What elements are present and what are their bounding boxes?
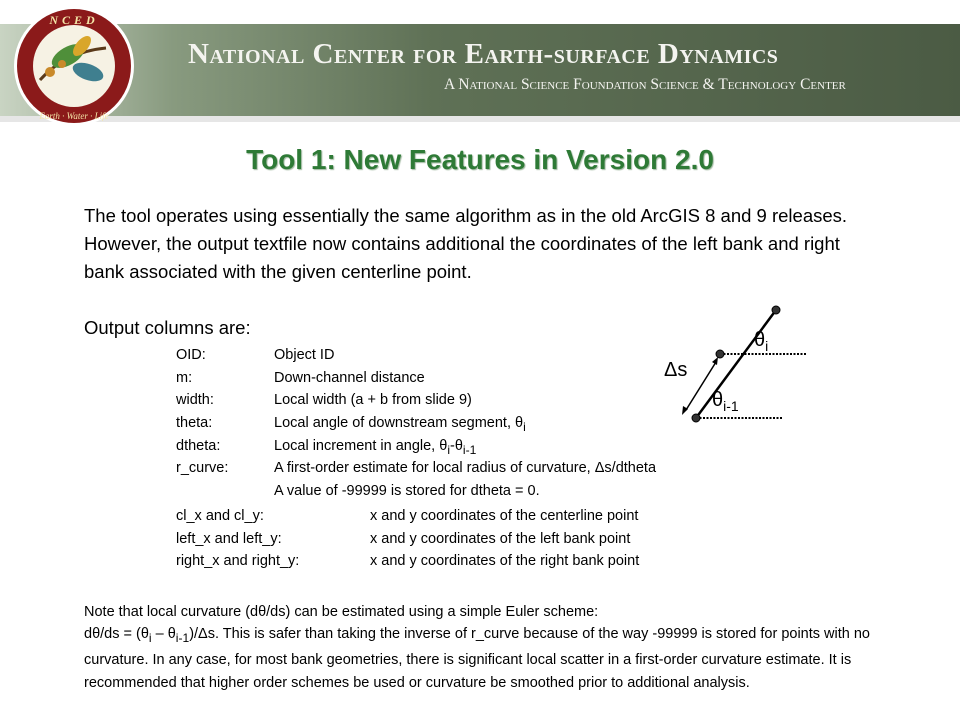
column-key bbox=[176, 483, 274, 506]
coordinate-columns-table bbox=[176, 508, 639, 576]
column-desc-mid: -θ bbox=[450, 437, 463, 454]
intro-text bbox=[84, 202, 884, 286]
subscript: i bbox=[523, 419, 526, 434]
column-desc-text: Local increment in angle, θ bbox=[274, 437, 448, 454]
columns-table bbox=[176, 347, 656, 506]
column-key: m: bbox=[176, 369, 193, 386]
subscript: i bbox=[148, 631, 152, 646]
column-desc: A value of -99999 is stored for dtheta = 0. bbox=[274, 483, 540, 500]
column-desc: x and y coordinates of the right bank point bbox=[370, 553, 640, 570]
subscript: i bbox=[447, 442, 450, 457]
table-row bbox=[176, 438, 656, 461]
org-subtitle: A National Science Foundation Science & Technology Center bbox=[444, 76, 846, 93]
note-equation bbox=[84, 623, 914, 694]
column-desc: A first-order estimate for local radius of curvature, Δs/dtheta bbox=[274, 460, 657, 477]
table-row bbox=[176, 460, 656, 483]
header-divider bbox=[0, 116, 960, 122]
table-row bbox=[176, 347, 656, 370]
column-desc: x and y coordinates of the centerline point bbox=[370, 508, 639, 524]
logo-top-text: NCED bbox=[49, 13, 99, 27]
centerline-point bbox=[772, 306, 780, 314]
logo-bottom-text: Earth · Water · Life bbox=[39, 111, 109, 121]
nced-logo bbox=[10, 2, 138, 130]
column-key: left_x and left_y: bbox=[176, 530, 282, 547]
column-desc bbox=[274, 438, 656, 461]
subscript: i-1 bbox=[175, 631, 190, 646]
delta-s-label: Δs bbox=[664, 359, 688, 381]
arrowhead-icon bbox=[712, 357, 718, 365]
theta-i-1-label: $\theta_{i-1}$ bbox=[712, 389, 739, 414]
curvature-note bbox=[84, 601, 914, 694]
table-row bbox=[176, 370, 656, 393]
column-key: OID: bbox=[176, 347, 206, 363]
centerline-point bbox=[692, 414, 700, 422]
slide-title: Tool 1: New Features in Version 2.0 bbox=[246, 144, 714, 175]
table-row bbox=[176, 553, 639, 576]
column-desc: Local width (a + b from slide 9) bbox=[274, 392, 472, 409]
column-key: width: bbox=[176, 392, 214, 409]
table-row bbox=[176, 415, 656, 438]
column-desc: x and y coordinates of the left bank point bbox=[370, 530, 631, 547]
table-row bbox=[176, 483, 656, 506]
column-key: theta: bbox=[176, 415, 213, 432]
note-eq-part: – θ bbox=[151, 626, 176, 643]
output-columns-heading: Output columns are: bbox=[84, 317, 251, 338]
subscript: i-1 bbox=[462, 442, 477, 457]
table-row bbox=[176, 508, 639, 531]
column-desc-text: Local angle of downstream segment, θ bbox=[274, 415, 524, 432]
note-eq-part: dθ/ds = (θ bbox=[84, 626, 149, 643]
column-desc bbox=[274, 415, 656, 438]
table-row bbox=[176, 531, 639, 554]
column-key: r_curve: bbox=[176, 460, 229, 477]
column-key: cl_x and cl_y: bbox=[176, 508, 264, 524]
column-key: dtheta: bbox=[176, 437, 221, 454]
column-desc: Object ID bbox=[274, 347, 335, 363]
org-name: National Center for Earth-surface Dynamics bbox=[188, 38, 779, 70]
intro-paragraph: The tool operates using essentially the same algorithm as in the old ArcGIS 8 and 9 releases. However, the output textfile now contains additional the coordinates of the left bank and right bank associated with the given centerline point. bbox=[84, 205, 848, 282]
note-eq-part: )/Δs. This is safer than taking the inverse of r_curve because of the way -99999 is stored for points with no curvature. In any case, for most bank geometries, there is significant local scatter in a first-order curvature estimate. It is recommended that higher order schemes be used or curvature be smoothed prior to additional analysis. bbox=[84, 626, 870, 691]
centerline-point bbox=[716, 350, 724, 358]
table-row bbox=[176, 392, 656, 415]
column-desc: Down-channel distance bbox=[274, 369, 425, 386]
angle-diagram bbox=[660, 292, 820, 432]
column-key: right_x and right_y: bbox=[176, 553, 300, 570]
theta-i-label: $\theta_i$ bbox=[754, 329, 769, 354]
note-line: Note that local curvature (dθ/ds) can be estimated using a simple Euler scheme: bbox=[84, 604, 599, 620]
